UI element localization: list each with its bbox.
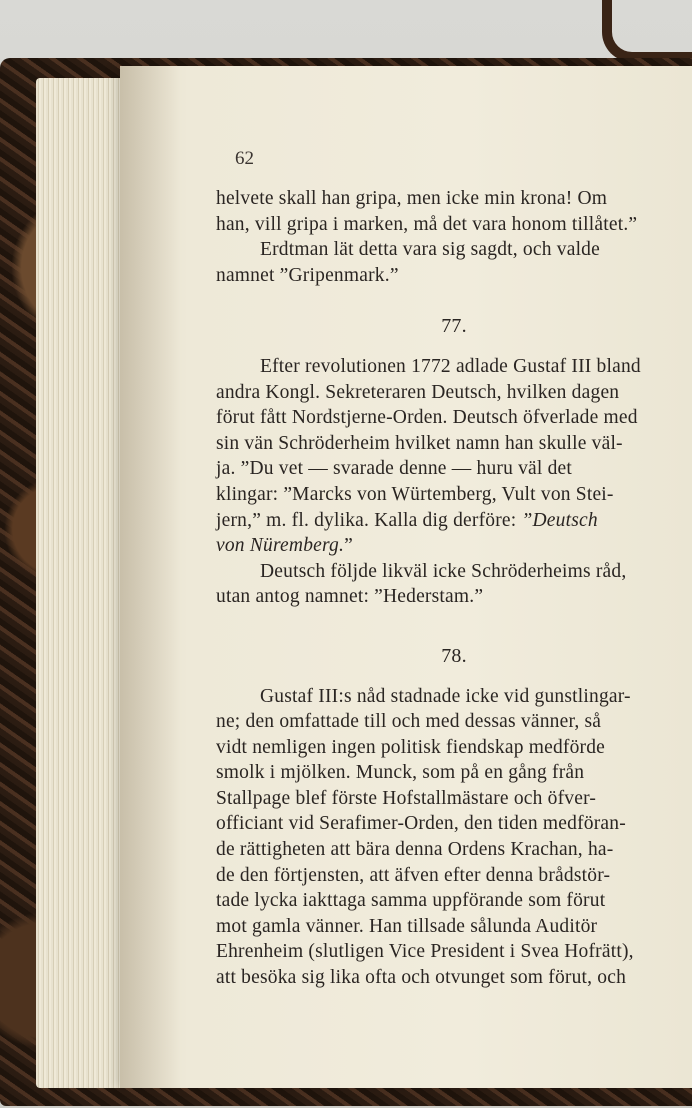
text-line: de den förtjensten, att äfven efter denna brådstör-	[216, 864, 611, 886]
page-number: 62	[235, 148, 254, 169]
text-line: officiant vid Serafimer-Orden, den tiden medföran-	[216, 813, 626, 835]
italic-name: ”Deutsch	[521, 509, 598, 531]
paragraph-77-cont	[216, 559, 692, 610]
text-line: Gustaf III:s nåd stadnade icke vid gunstlingar-	[260, 685, 631, 707]
page-text	[216, 140, 692, 991]
text-line: de rättigheten att bära denna Ordens Krachan, ha-	[216, 839, 614, 861]
paragraph-continuation	[216, 186, 692, 288]
section-number-77: 77.	[441, 315, 467, 338]
text-line: namnet ”Gripenmark.”	[216, 264, 399, 286]
text-line: vidt nemligen ingen politisk fiendskap medförde	[216, 736, 606, 758]
text-line: andra Kongl. Sekreteraren Deutsch, hvilken dagen	[216, 381, 620, 403]
text-line: ja. ”Du vet — svarade denne — huru väl det	[216, 458, 573, 480]
text-line: smolk i mjölken. Munck, som på en gång från	[216, 762, 585, 784]
text-line: klingar: ”Marcks von Würtemberg, Vult von Stei-	[216, 483, 614, 505]
text-run: jern,” m. fl. dylika. Kalla dig derföre:	[216, 509, 522, 531]
text-line: tade lycka iakttaga samma uppförande som förut	[216, 890, 606, 912]
text-line: helvete skall han gripa, men icke min krona! Om	[216, 188, 608, 209]
text-line: Ehrenheim (slutligen Vice President i Svea Hofrätt),	[216, 941, 634, 963]
text-line	[216, 508, 692, 534]
text-line: ne; den omfattade till och med dessas vänner, så	[216, 711, 602, 733]
text-line: han, vill gripa i marken, må det vara honom tillåtet.”	[216, 213, 638, 235]
text-line: förut fått Nordstjerne-Orden. Deutsch öfverlade med	[216, 407, 638, 429]
gutter-shadow	[120, 66, 180, 1088]
text-line: att besöka sig lika ofta och otvunget som förut, och	[216, 967, 627, 989]
text-line: Efter revolutionen 1772 adlade Gustaf III bland	[260, 355, 641, 377]
text-line: Deutsch följde likväl icke Schröderheims råd,	[260, 560, 627, 582]
paragraph-78	[216, 684, 692, 991]
text-line	[216, 533, 692, 559]
paragraph-77	[216, 354, 692, 559]
text-line: sin vän Schröderheim hvilket namn han skulle väl-	[216, 432, 623, 454]
text-line: Erdtman lät detta vara sig sagdt, och valde	[260, 239, 600, 261]
book-strap	[602, 0, 692, 62]
text-line: utan antog namnet: ”Hederstam.”	[216, 586, 484, 608]
italic-name: von Nüremberg.	[216, 535, 345, 557]
text-line: mot gamla vänner. Han tillsade sålunda Auditör	[216, 915, 598, 937]
text-run: ”	[344, 535, 353, 557]
section-number-78: 78.	[441, 644, 467, 667]
text-line: Stallpage blef förste Hofstallmästare och öfver-	[216, 787, 597, 809]
